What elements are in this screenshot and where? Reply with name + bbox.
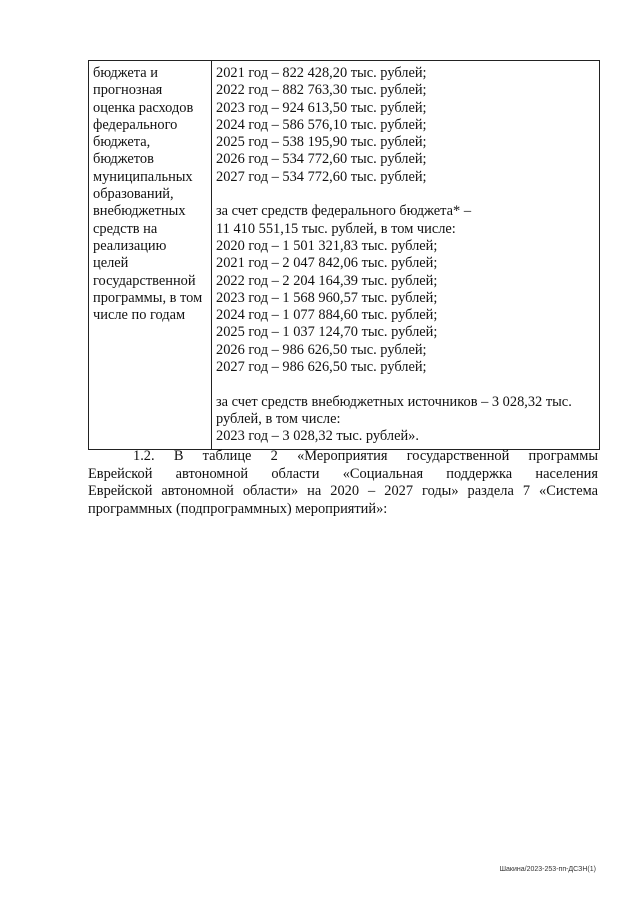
regional-year-line: 2024 год – 586 576,10 тыс. рублей;: [216, 116, 427, 133]
label-line: образований,: [93, 186, 174, 203]
label-line: бюджета и: [93, 65, 158, 81]
extrabudget-header: рублей, в том числе:: [216, 410, 341, 427]
label-line: реализацию: [93, 237, 167, 254]
label-line: прогнозная: [93, 82, 163, 99]
paragraph-line: Еврейской автономной области «Социальная поддержка населения: [88, 465, 598, 482]
budget-table: [88, 60, 600, 450]
paragraph-line: программных (подпрограммных) мероприятий»:: [88, 500, 388, 517]
federal-year-line: 2020 год – 1 501 321,83 тыс. рублей;: [216, 237, 438, 254]
label-line: целей: [93, 255, 129, 272]
label-line: средств на: [93, 220, 158, 237]
federal-year-line: 2023 год – 1 568 960,57 тыс. рублей;: [216, 289, 438, 306]
label-line: числе по годам: [93, 307, 186, 324]
label-line: государственной: [93, 272, 196, 289]
federal-year-line: 2026 год – 986 626,50 тыс. рублей;: [216, 341, 427, 358]
federal-year-line: 2021 год – 2 047 842,06 тыс. рублей;: [216, 255, 438, 272]
federal-year-line: 2022 год – 2 204 164,39 тыс. рублей;: [216, 272, 438, 289]
table-cell-label: [89, 61, 212, 450]
spacer: [216, 186, 596, 203]
federal-year-line: 2025 год – 1 037 124,70 тыс. рублей;: [216, 324, 438, 341]
paragraph-line: 1.2. В таблице 2 «Мероприятия государственной программы: [133, 448, 598, 464]
label-line: муниципальных: [93, 168, 193, 185]
label-line: программы, в том: [93, 289, 203, 306]
regional-year-line: 2026 год – 534 772,60 тыс. рублей;: [216, 151, 427, 168]
regional-year-line: 2023 год – 924 613,50 тыс. рублей;: [216, 99, 427, 116]
extrabudget-year-line: 2023 год – 3 028,32 тыс. рублей».: [216, 428, 419, 445]
document-reference: Шакина/2023-253-пп-ДСЗН(1): [499, 866, 596, 873]
regional-year-line: 2021 год – 822 428,20 тыс. рублей;: [216, 65, 427, 81]
table-row: [89, 61, 600, 450]
paragraph-line: Еврейской автономной области» на 2020 – 2027 годы» раздела 7 «Система: [88, 483, 598, 499]
spacer: [216, 376, 596, 393]
amendment-paragraph: [88, 448, 598, 518]
regional-year-line: 2027 год – 534 772,60 тыс. рублей;: [216, 168, 427, 185]
label-line: федерального: [93, 116, 178, 133]
extrabudget-header: за счет средств внебюджетных источников – 3 028,32 тыс.: [216, 393, 572, 410]
federal-year-line: 2027 год – 986 626,50 тыс. рублей;: [216, 359, 427, 376]
federal-year-line: 2024 год – 1 077 884,60 тыс. рублей;: [216, 307, 438, 324]
regional-year-line: 2022 год – 882 763,30 тыс. рублей;: [216, 82, 427, 99]
table-cell-values: [212, 61, 600, 450]
label-line: оценка расходов: [93, 99, 194, 116]
federal-header: за счет средств федерального бюджета* –: [216, 203, 472, 220]
regional-year-line: 2025 год – 538 195,90 тыс. рублей;: [216, 134, 427, 151]
label-line: бюджета,: [93, 134, 151, 151]
label-line: бюджетов: [93, 151, 154, 168]
federal-header: 11 410 551,15 тыс. рублей, в том числе:: [216, 220, 456, 237]
label-line: внебюджетных: [93, 203, 186, 220]
